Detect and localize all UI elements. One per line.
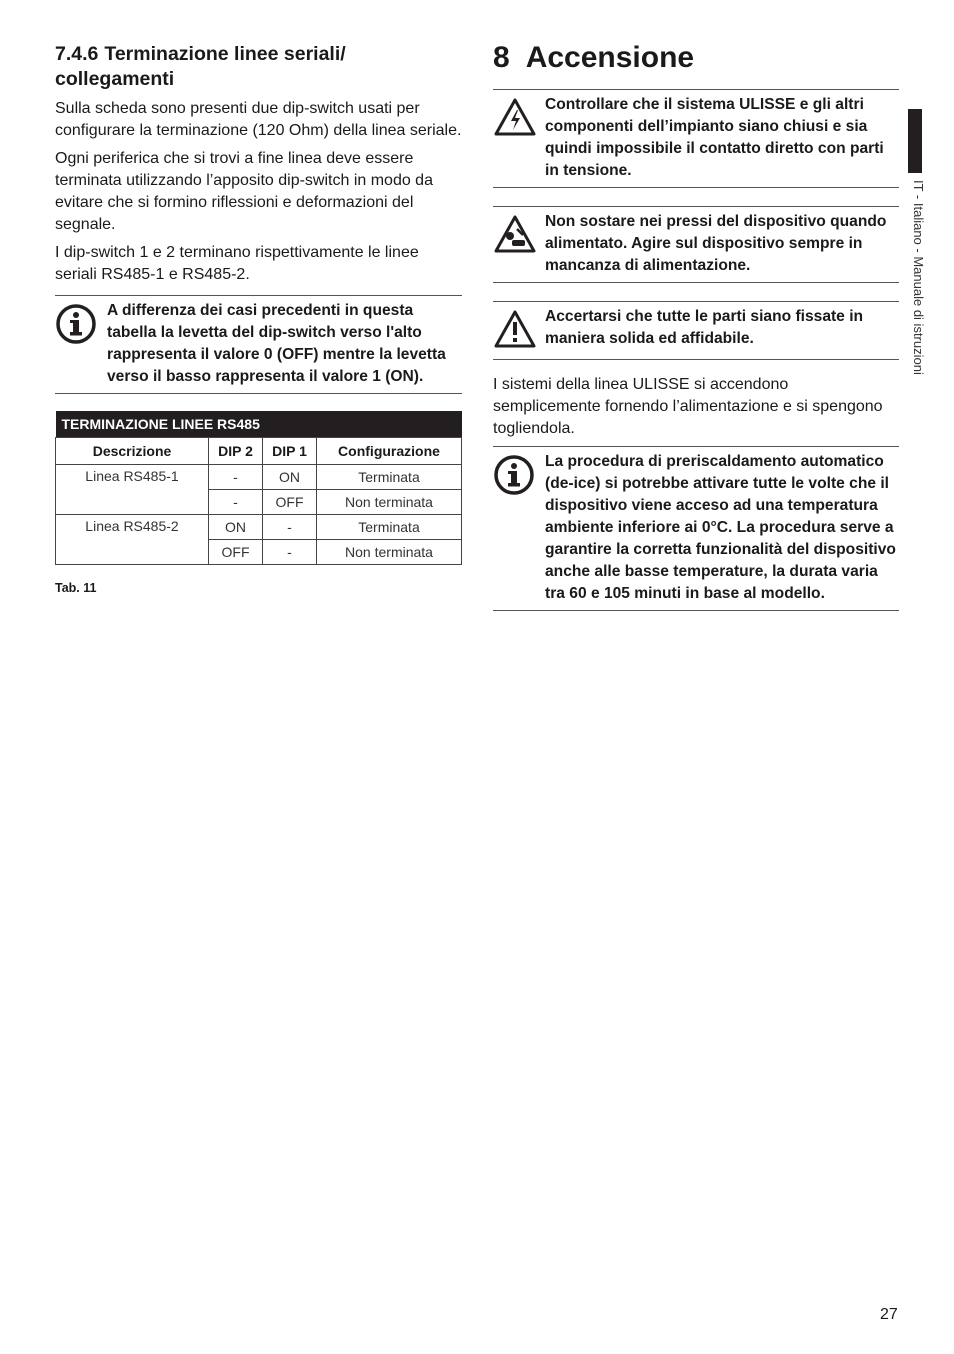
table-cell: -: [263, 515, 317, 540]
column-header: DIP 2: [209, 438, 263, 465]
crush-hazard-icon: [493, 211, 545, 277]
warning-box: [493, 89, 899, 188]
note-text: La procedura di preriscaldamento automatico (de-ice) si potrebbe attivare tutte le volte che il dispositivo viene acceso ad una temperatura ambiente inferiore ai 0°C. La procedura serve a garantire la corretta funzionalità del dispositivo anche alle basse temperature, la durata varia tra 60 e 105 minuti in base al modello.: [545, 453, 896, 602]
general-warning-icon: [493, 306, 545, 354]
info-icon: [55, 300, 107, 388]
table-label: Tab. 11: [55, 581, 97, 595]
electric-hazard-icon: [493, 94, 545, 182]
section-title-line2: collegamenti: [55, 68, 175, 90]
table-cell: -: [209, 490, 263, 515]
language-tab-marker: [908, 109, 922, 173]
info-note: [55, 295, 462, 394]
table-cell: ON: [209, 515, 263, 540]
chapter-heading: [493, 38, 899, 78]
paragraph: I dip-switch 1 e 2 terminano rispettivamente le linee seriali RS485-1 e RS485-2.: [55, 244, 419, 283]
column-header: Descrizione: [56, 438, 209, 465]
table-cell: Non terminata: [317, 540, 462, 565]
side-label: IT - Italiano - Manuale di istruzioni: [911, 180, 926, 375]
chapter-title: Accensione: [525, 41, 695, 74]
table-cell: OFF: [263, 490, 317, 515]
section-heading: [55, 42, 462, 92]
table-caption: TERMINAZIONE LINEE RS485: [56, 411, 462, 438]
table-cell: OFF: [209, 540, 263, 565]
info-icon: [493, 451, 545, 605]
table-cell: Terminata: [317, 465, 462, 490]
table-row: [56, 465, 462, 490]
table-cell: -: [209, 465, 263, 490]
table-cell: -: [263, 540, 317, 565]
paragraph: I sistemi della linea ULISSE si accendono semplicemente fornendo l’alimentazione e si spengono togliendola.: [493, 376, 883, 437]
warning-box: [493, 206, 899, 283]
section-number: 7.4.6: [55, 43, 99, 65]
paragraph: Ogni periferica che si trovi a fine linea deve essere terminata utilizzando l’apposito dip-switch in modo da evitare che si formino riflessioni e deformazioni del segnale.: [55, 150, 433, 233]
table-cell: ON: [263, 465, 317, 490]
section-title-line1: Terminazione linee seriali/: [104, 43, 346, 65]
table-cell: Linea RS485-1: [56, 465, 209, 515]
paragraph: Sulla scheda sono presenti due dip-switch usati per configurare la terminazione (120 Ohm) della linea seriale.: [55, 100, 462, 139]
column-header: Configurazione: [317, 438, 462, 465]
warning-text: Accertarsi che tutte le parti siano fissate in maniera solida ed affidabile.: [545, 308, 864, 347]
termination-table: [55, 411, 462, 565]
warning-box: [493, 301, 899, 360]
table-row: [56, 515, 462, 540]
column-header: DIP 1: [263, 438, 317, 465]
left-column: [55, 42, 462, 595]
warning-text: Non sostare nei pressi del dispositivo quando alimentato. Agire sul dispositivo sempre in mancanza di alimentazione.: [545, 213, 887, 274]
table-cell: Linea RS485-2: [56, 515, 209, 565]
warning-text: Controllare che il sistema ULISSE e gli altri componenti dell’impianto siano chiusi e sia quindi impossibile il contatto diretto con parti in tensione.: [545, 96, 884, 179]
chapter-number: 8: [493, 41, 510, 74]
note-text: A differenza dei casi precedenti in questa tabella la levetta del dip-switch verso l'alto rappresenta il valore 0 (OFF) mentre la levetta verso il basso rappresenta il valore 1 (ON).: [107, 302, 446, 385]
table-cell: Terminata: [317, 515, 462, 540]
page-number: 27: [880, 1306, 898, 1323]
right-column: [493, 38, 899, 611]
info-note: [493, 446, 899, 611]
table-cell: Non terminata: [317, 490, 462, 515]
